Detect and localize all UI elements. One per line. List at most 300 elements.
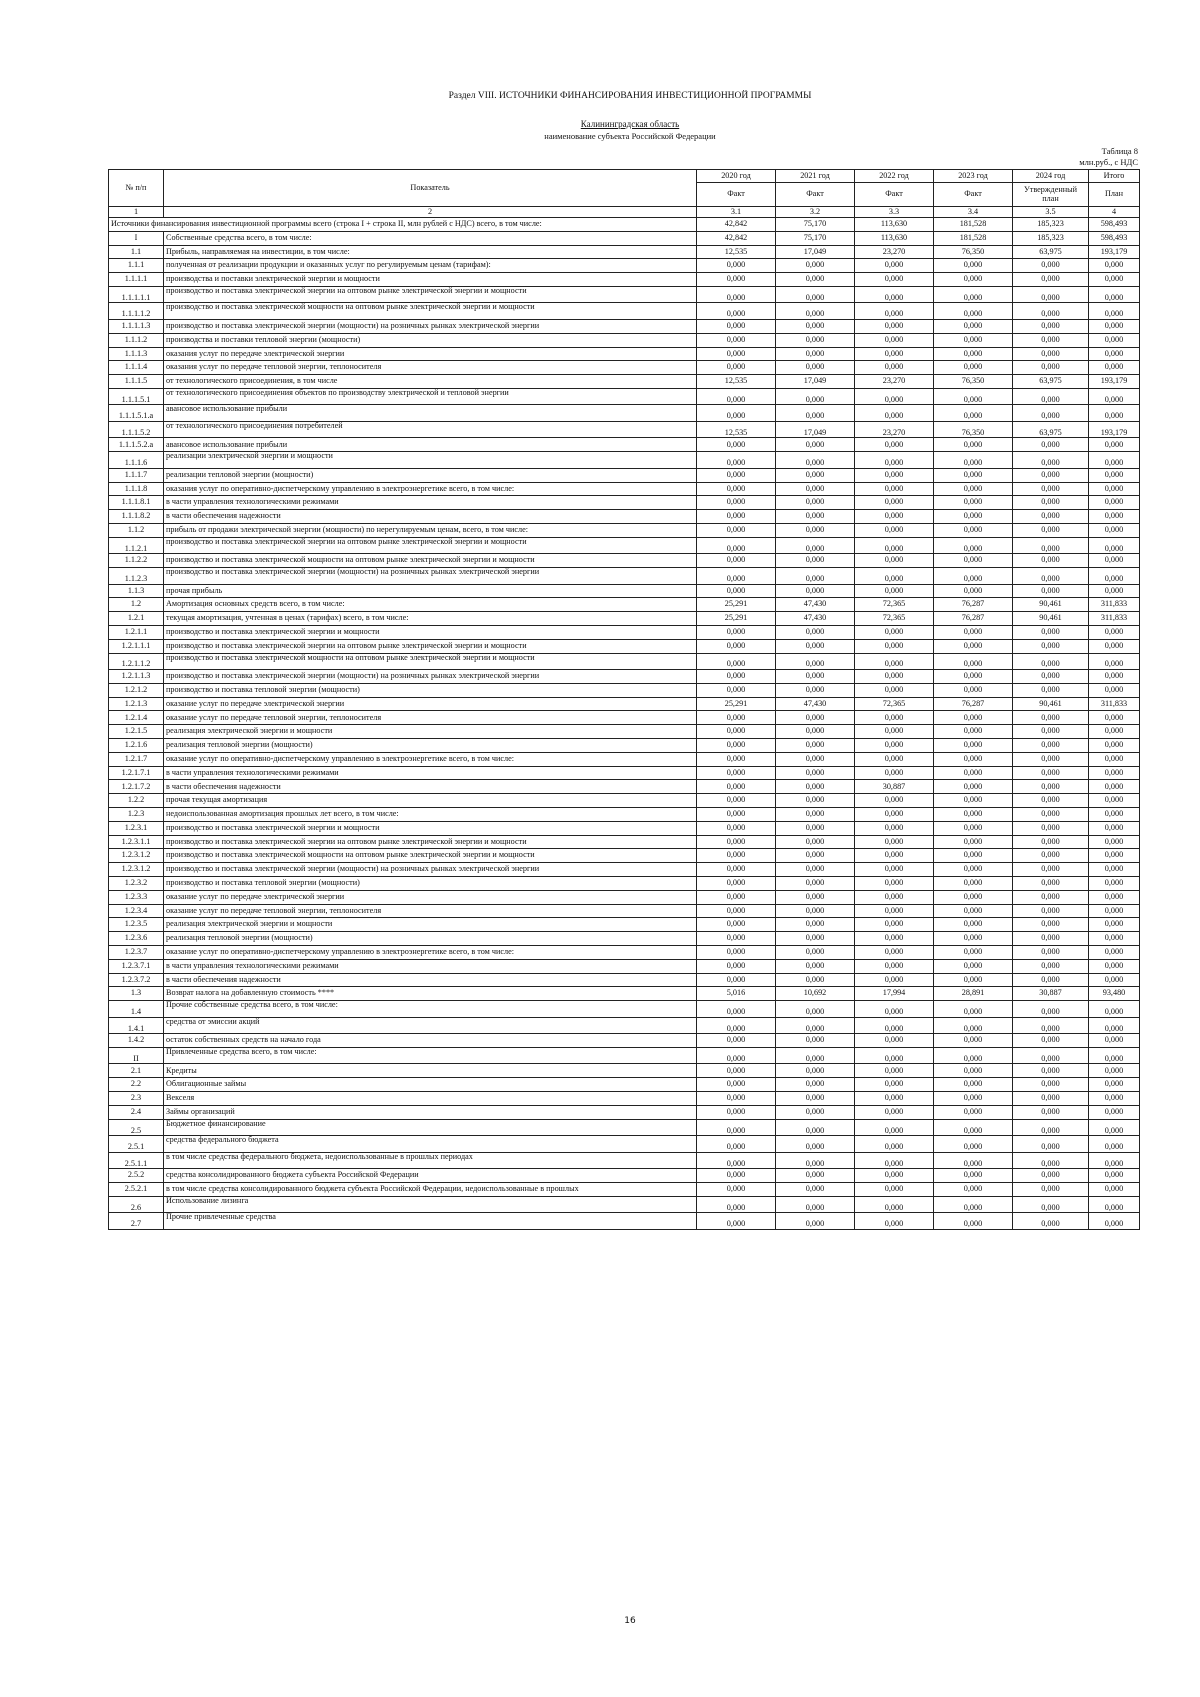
row-value: 0,000: [855, 333, 934, 347]
row-value: 0,000: [855, 1169, 934, 1183]
row-value: 0,000: [776, 821, 855, 835]
row-value: 0,000: [697, 1169, 776, 1183]
table-row: [109, 388, 1140, 405]
row-number: 1.2.3.7.2: [109, 973, 164, 987]
row-value: 0,000: [934, 1213, 1013, 1230]
row-value: 0,000: [1013, 482, 1089, 496]
region-name: Калининградская область: [580, 119, 680, 129]
row-label: производства и поставки электрической энергии и мощности: [164, 273, 697, 287]
row-value: 0,000: [934, 438, 1013, 452]
row-value: 0,000: [934, 405, 1013, 422]
row-value: 0,000: [1013, 1152, 1089, 1169]
row-value: 0,000: [776, 1182, 855, 1196]
row-value: 0,000: [934, 683, 1013, 697]
table-row: [109, 876, 1140, 890]
row-value: 0,000: [855, 625, 934, 639]
row-value: 0,000: [1013, 1017, 1089, 1034]
row-value: 0,000: [776, 683, 855, 697]
row-value-total: 0,000: [1089, 1034, 1140, 1048]
row-value: 0,000: [934, 945, 1013, 959]
row-value: 0,000: [934, 1196, 1013, 1213]
row-value: 0,000: [1013, 1034, 1089, 1048]
row-value: 0,000: [1013, 333, 1089, 347]
row-value: 76,350: [934, 245, 1013, 259]
table-row: [109, 1152, 1140, 1169]
row-value: 0,000: [1013, 863, 1089, 877]
row-value: 47,430: [776, 612, 855, 626]
row-label: в части управления технологическими режимами: [164, 496, 697, 510]
row-value: 0,000: [934, 639, 1013, 653]
row-label: авансовое использование прибыли: [164, 405, 697, 422]
row-value: 5,016: [697, 987, 776, 1001]
row-value: 0,000: [934, 959, 1013, 973]
table-row: [109, 231, 1140, 245]
row-value: 0,000: [697, 347, 776, 361]
row-value: 0,000: [855, 835, 934, 849]
row-value: 0,000: [855, 1047, 934, 1064]
row-value: 75,170: [776, 231, 855, 245]
row-value: 0,000: [934, 849, 1013, 863]
row-value: 0,000: [934, 1152, 1013, 1169]
row-value: 0,000: [855, 766, 934, 780]
row-value: 0,000: [1013, 1213, 1089, 1230]
row-number: 1.1.1.5.2: [109, 421, 164, 438]
col-number: 4: [1089, 207, 1140, 218]
row-value-total: 0,000: [1089, 1182, 1140, 1196]
table-row: [109, 945, 1140, 959]
row-value: 0,000: [697, 1136, 776, 1153]
row-value: 0,000: [697, 739, 776, 753]
col-number: 3.2: [776, 207, 855, 218]
row-value-total: 0,000: [1089, 1213, 1140, 1230]
row-value: 63,975: [1013, 375, 1089, 389]
row-value-total: 0,000: [1089, 890, 1140, 904]
row-label: производство и поставка электрической мощности на оптовом рынке электрической энергии и мощности: [164, 849, 697, 863]
row-value: 0,000: [934, 904, 1013, 918]
row-value: 17,049: [776, 375, 855, 389]
row-value: 0,000: [934, 918, 1013, 932]
row-value: 0,000: [776, 1169, 855, 1183]
row-value: 0,000: [1013, 639, 1089, 653]
row-value: 0,000: [934, 1136, 1013, 1153]
row-label: прибыль от продажи электрической энергии (мощности) по нерегулируемым ценам, всего, в том числе:: [164, 523, 697, 537]
row-value: 0,000: [697, 711, 776, 725]
row-value: 0,000: [776, 1196, 855, 1213]
row-value: 0,000: [776, 1078, 855, 1092]
row-value: 0,000: [776, 1213, 855, 1230]
row-number: 1.1.2.3: [109, 568, 164, 585]
row-value: 0,000: [855, 973, 934, 987]
row-number: 1.2.3.5: [109, 918, 164, 932]
row-value: 0,000: [776, 752, 855, 766]
table-row: [109, 932, 1140, 946]
row-value: 0,000: [1013, 584, 1089, 598]
row-value: 0,000: [934, 523, 1013, 537]
row-value: 0,000: [697, 890, 776, 904]
table-row: [109, 639, 1140, 653]
row-value: 0,000: [934, 625, 1013, 639]
row-value: 0,000: [1013, 452, 1089, 469]
section-title: Раздел VIII. ИСТОЧНИКИ ФИНАНСИРОВАНИЯ ИНВЕСТИЦИОННОЙ ПРОГРАММЫ: [448, 91, 812, 101]
row-value: 0,000: [697, 303, 776, 320]
row-value: 0,000: [776, 863, 855, 877]
table-row: [109, 1182, 1140, 1196]
row-value: 0,000: [1013, 468, 1089, 482]
row-number: 1.1: [109, 245, 164, 259]
row-value: 0,000: [1013, 1169, 1089, 1183]
row-number: 1.2.1.1.1: [109, 639, 164, 653]
row-label: в части управления технологическими режимами: [164, 766, 697, 780]
row-value: 0,000: [855, 1034, 934, 1048]
table-row: [109, 821, 1140, 835]
row-value: 0,000: [697, 510, 776, 524]
row-value-total: 0,000: [1089, 286, 1140, 303]
row-number: 1.2.3.1.2: [109, 849, 164, 863]
row-value: 185,323: [1013, 231, 1089, 245]
row-value: 0,000: [934, 568, 1013, 585]
row-number: 1.2.3.2: [109, 876, 164, 890]
row-number: 1.1.1.5: [109, 375, 164, 389]
row-label: средства федерального бюджета: [164, 1136, 697, 1153]
row-value-total: 0,000: [1089, 510, 1140, 524]
row-number: 1.2.1.1.3: [109, 670, 164, 684]
row-value: 0,000: [697, 625, 776, 639]
row-value: 0,000: [1013, 959, 1089, 973]
row-value: 0,000: [1013, 780, 1089, 794]
row-label: Прочие привлеченные средства: [164, 1213, 697, 1230]
table-row: [109, 568, 1140, 585]
row-value-total: 0,000: [1089, 1169, 1140, 1183]
row-value: 0,000: [697, 1078, 776, 1092]
table-row: [109, 835, 1140, 849]
row-value: 0,000: [855, 1064, 934, 1078]
row-value: 42,842: [697, 218, 776, 232]
row-label: Собственные средства всего, в том числе:: [164, 231, 697, 245]
row-value-total: 0,000: [1089, 523, 1140, 537]
row-value-total: 93,480: [1089, 987, 1140, 1001]
table-body: [109, 218, 1140, 1230]
row-value: 0,000: [697, 780, 776, 794]
row-label: оказание услуг по оперативно-диспетчерскому управлению в электроэнергетике всего, в том числе:: [164, 752, 697, 766]
table-row: [109, 890, 1140, 904]
row-value: 0,000: [776, 347, 855, 361]
table-row: [109, 697, 1140, 711]
table-row: [109, 421, 1140, 438]
row-label: Облигационные займы: [164, 1078, 697, 1092]
row-number: 2.4: [109, 1105, 164, 1119]
row-number: 2.5.1: [109, 1136, 164, 1153]
row-value: 0,000: [1013, 766, 1089, 780]
col-number: 3.4: [934, 207, 1013, 218]
row-value: 0,000: [934, 780, 1013, 794]
row-value: 0,000: [934, 973, 1013, 987]
row-value: 0,000: [697, 405, 776, 422]
row-number: 1.1.1.5.2.a: [109, 438, 164, 452]
row-value: 0,000: [697, 766, 776, 780]
row-value: 0,000: [855, 1136, 934, 1153]
row-value: 17,049: [776, 245, 855, 259]
row-number: 1.1.1.1.2: [109, 303, 164, 320]
row-value: 0,000: [1013, 1064, 1089, 1078]
table-row: [109, 361, 1140, 375]
row-value-total: 0,000: [1089, 1064, 1140, 1078]
table-row: [109, 725, 1140, 739]
row-value: 0,000: [776, 496, 855, 510]
row-value: 0,000: [776, 904, 855, 918]
row-value: 0,000: [934, 890, 1013, 904]
table-row: [109, 452, 1140, 469]
row-value-total: 0,000: [1089, 468, 1140, 482]
row-value: 0,000: [855, 482, 934, 496]
table-row: [109, 670, 1140, 684]
row-number: 1.2.3.7.1: [109, 959, 164, 973]
table-row: [109, 1119, 1140, 1136]
row-number: 1.1.1.1: [109, 273, 164, 287]
row-label: производство и поставка электрической энергии (мощности) на розничных рынках электрической энергии: [164, 319, 697, 333]
row-value-total: 0,000: [1089, 904, 1140, 918]
row-label: реализация тепловой энергии (мощности): [164, 932, 697, 946]
row-value: 0,000: [855, 1105, 934, 1119]
row-value: 0,000: [855, 794, 934, 808]
row-value-total: 598,493: [1089, 231, 1140, 245]
header-subhead: Факт: [776, 183, 855, 207]
row-value: 0,000: [855, 945, 934, 959]
row-number: 1.2.3.1.1: [109, 835, 164, 849]
row-value-total: 0,000: [1089, 554, 1140, 568]
table-row: [109, 523, 1140, 537]
row-value: 0,000: [1013, 273, 1089, 287]
row-value: 0,000: [776, 711, 855, 725]
row-value-total: 0,000: [1089, 303, 1140, 320]
row-label: производство и поставка электрической энергии (мощности) на розничных рынках электрической энергии: [164, 670, 697, 684]
row-value-total: 0,000: [1089, 1092, 1140, 1106]
table-row: [109, 218, 1140, 232]
table-row: [109, 537, 1140, 554]
row-value: 0,000: [776, 890, 855, 904]
row-value: 0,000: [855, 1196, 934, 1213]
row-value: 0,000: [1013, 1092, 1089, 1106]
row-value: 17,994: [855, 987, 934, 1001]
row-value: 0,000: [776, 1001, 855, 1018]
row-value: 0,000: [934, 863, 1013, 877]
table-row: [109, 245, 1140, 259]
row-value: 0,000: [934, 1034, 1013, 1048]
row-value: 0,000: [1013, 625, 1089, 639]
row-value: 0,000: [697, 725, 776, 739]
table-row: [109, 1064, 1140, 1078]
row-number: 1.1.2.1: [109, 537, 164, 554]
row-value: 0,000: [1013, 1047, 1089, 1064]
row-value: 0,000: [855, 554, 934, 568]
row-value: 0,000: [934, 1105, 1013, 1119]
row-value: 0,000: [934, 303, 1013, 320]
row-value: 25,291: [697, 697, 776, 711]
row-value: 0,000: [934, 273, 1013, 287]
row-value: 0,000: [776, 725, 855, 739]
row-value: 0,000: [697, 1064, 776, 1078]
row-value: 0,000: [776, 625, 855, 639]
row-value: 0,000: [776, 468, 855, 482]
row-value-total: 0,000: [1089, 273, 1140, 287]
row-label: оказание услуг по передаче электрической энергии: [164, 890, 697, 904]
row-value: 0,000: [1013, 388, 1089, 405]
table-row: [109, 904, 1140, 918]
row-value-total: 193,179: [1089, 421, 1140, 438]
table-row: [109, 987, 1140, 1001]
row-value: 0,000: [934, 584, 1013, 598]
row-number: 1.2.1.5: [109, 725, 164, 739]
row-value: 76,287: [934, 612, 1013, 626]
table-row: [109, 1105, 1140, 1119]
row-value: 0,000: [697, 794, 776, 808]
row-value: 0,000: [1013, 1182, 1089, 1196]
row-value-total: 598,493: [1089, 218, 1140, 232]
row-number: I: [109, 231, 164, 245]
row-value: 47,430: [776, 598, 855, 612]
row-number: 1.2.1.1.2: [109, 653, 164, 670]
row-value: 0,000: [855, 904, 934, 918]
row-value: 0,000: [697, 639, 776, 653]
row-value-total: 0,000: [1089, 863, 1140, 877]
row-value: 0,000: [697, 1017, 776, 1034]
row-number: 1.1.1.6: [109, 452, 164, 469]
row-value: 0,000: [776, 405, 855, 422]
table-row: [109, 1001, 1140, 1018]
row-value-total: 0,000: [1089, 945, 1140, 959]
row-number: 1.2.1: [109, 612, 164, 626]
row-value: 0,000: [855, 863, 934, 877]
row-value: 0,000: [776, 1047, 855, 1064]
row-value: 76,350: [934, 421, 1013, 438]
row-value: 0,000: [855, 639, 934, 653]
header-year: 2023 год: [934, 170, 1013, 183]
table-row: [109, 683, 1140, 697]
table-row: [109, 1047, 1140, 1064]
header-year: 2020 год: [697, 170, 776, 183]
row-value: 0,000: [776, 766, 855, 780]
row-value: 113,630: [855, 231, 934, 245]
row-value-total: 0,000: [1089, 482, 1140, 496]
row-value: 0,000: [697, 388, 776, 405]
row-value: 0,000: [1013, 821, 1089, 835]
row-value: 0,000: [855, 438, 934, 452]
row-value: 0,000: [1013, 973, 1089, 987]
row-value: 0,000: [1013, 794, 1089, 808]
row-value: 0,000: [855, 510, 934, 524]
row-label: Прочие собственные средства всего, в том числе:: [164, 1001, 697, 1018]
row-value: 181,528: [934, 218, 1013, 232]
row-label: остаток собственных средств на начало года: [164, 1034, 697, 1048]
row-number: 1.2.1.7: [109, 752, 164, 766]
row-value: 90,461: [1013, 598, 1089, 612]
row-value-total: 0,000: [1089, 725, 1140, 739]
header-year: 2022 год: [855, 170, 934, 183]
row-value: 0,000: [697, 286, 776, 303]
row-value: 0,000: [697, 932, 776, 946]
row-number: 1.1.2: [109, 523, 164, 537]
header-total: Итого: [1089, 170, 1140, 183]
row-value: 0,000: [855, 1092, 934, 1106]
table-row: [109, 625, 1140, 639]
row-value: 72,365: [855, 697, 934, 711]
row-value: 0,000: [1013, 711, 1089, 725]
table-row: [109, 1213, 1140, 1230]
row-value: 23,270: [855, 245, 934, 259]
table-row: [109, 973, 1140, 987]
row-value: 90,461: [1013, 697, 1089, 711]
row-value: 0,000: [776, 452, 855, 469]
row-value: 0,000: [776, 273, 855, 287]
row-value: 0,000: [855, 1017, 934, 1034]
row-value-total: 0,000: [1089, 835, 1140, 849]
row-label: реализации тепловой энергии (мощности): [164, 468, 697, 482]
row-value: 0,000: [697, 523, 776, 537]
row-value: 0,000: [776, 361, 855, 375]
row-number: 1.2.1.6: [109, 739, 164, 753]
row-value: 30,887: [1013, 987, 1089, 1001]
region-caption: наименование субъекта Российской Федерации: [544, 131, 716, 141]
row-value: 0,000: [855, 259, 934, 273]
row-value: 23,270: [855, 421, 934, 438]
row-number: 1.4: [109, 1001, 164, 1018]
row-value-total: 0,000: [1089, 670, 1140, 684]
row-value: 23,270: [855, 375, 934, 389]
row-label: производство и поставка электрической энергии (мощности) на розничных рынках электрической энергии: [164, 568, 697, 585]
row-value: 0,000: [1013, 670, 1089, 684]
row-value: 0,000: [776, 959, 855, 973]
row-number: 1.4.2: [109, 1034, 164, 1048]
row-value: 0,000: [934, 482, 1013, 496]
table-row: [109, 1169, 1140, 1183]
row-value: 0,000: [776, 973, 855, 987]
row-value: 0,000: [776, 1152, 855, 1169]
row-number: 2.6: [109, 1196, 164, 1213]
row-value: 0,000: [1013, 739, 1089, 753]
row-value: 0,000: [697, 537, 776, 554]
financing-table: [108, 169, 1140, 1230]
row-value: 0,000: [1013, 496, 1089, 510]
row-value: 0,000: [855, 523, 934, 537]
row-number: 1.3: [109, 987, 164, 1001]
table-row: [109, 584, 1140, 598]
table-row: [109, 259, 1140, 273]
row-value: 0,000: [934, 1182, 1013, 1196]
row-value: 0,000: [1013, 554, 1089, 568]
row-value: 0,000: [1013, 683, 1089, 697]
row-value-total: 0,000: [1089, 918, 1140, 932]
row-value-total: 0,000: [1089, 452, 1140, 469]
table-row: [109, 468, 1140, 482]
header-subhead: Утвержденный план: [1013, 183, 1089, 207]
row-number: 1.2.3.1.2: [109, 863, 164, 877]
row-value-total: 0,000: [1089, 932, 1140, 946]
row-value: 0,000: [697, 945, 776, 959]
row-value: 113,630: [855, 218, 934, 232]
row-label: от технологического присоединения объектов по производству электрической и тепловой энергии: [164, 388, 697, 405]
row-value: 0,000: [934, 452, 1013, 469]
row-value: 0,000: [934, 1169, 1013, 1183]
table-row: [109, 347, 1140, 361]
row-value: 0,000: [934, 1119, 1013, 1136]
table-row: [109, 612, 1140, 626]
row-value: 0,000: [934, 1047, 1013, 1064]
table-row: [109, 1136, 1140, 1153]
row-value: 0,000: [934, 711, 1013, 725]
row-value: 0,000: [776, 849, 855, 863]
table-row: [109, 1196, 1140, 1213]
row-label: в части обеспечения надежности: [164, 780, 697, 794]
table-row: [109, 405, 1140, 422]
